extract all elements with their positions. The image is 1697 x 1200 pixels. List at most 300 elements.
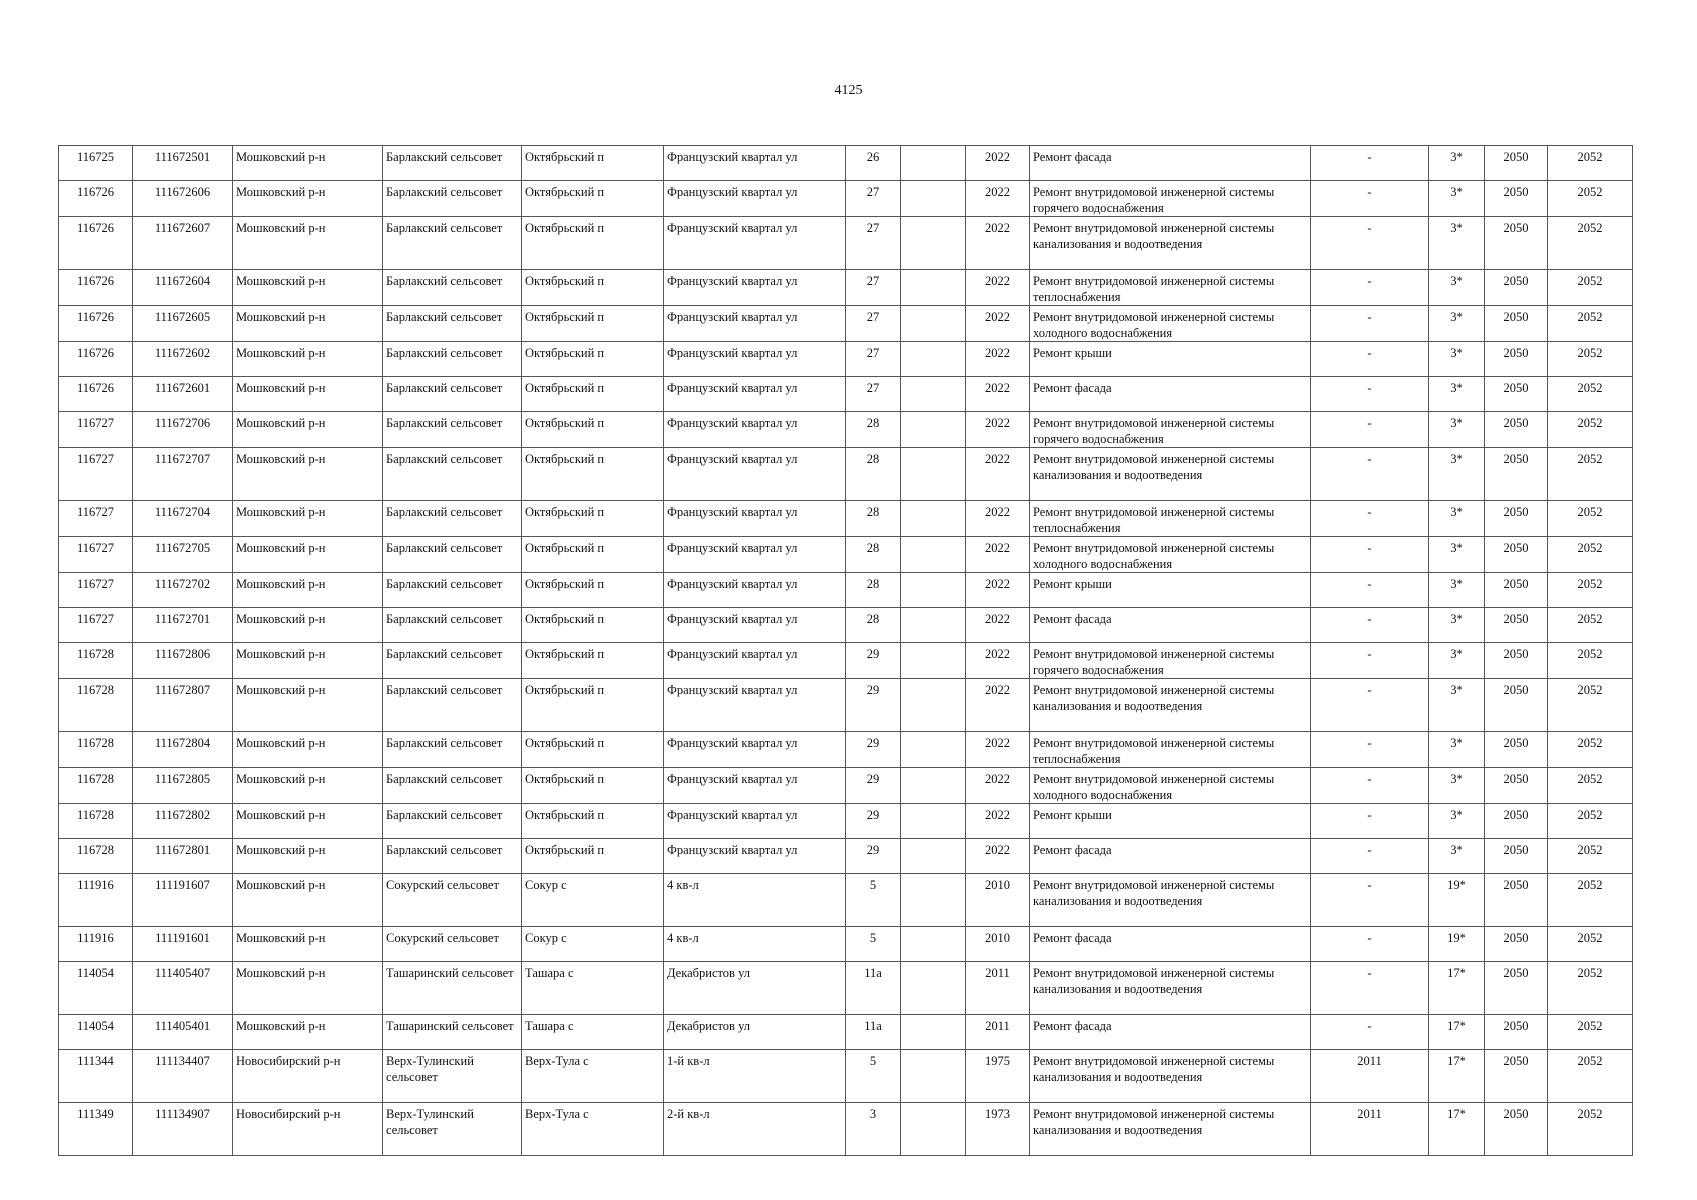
locality-cell: Ташара с bbox=[522, 1015, 664, 1050]
street-cell: Французский квартал ул bbox=[664, 768, 846, 804]
prior-year-cell: 2011 bbox=[1311, 1050, 1429, 1103]
street-cell: Французский квартал ул bbox=[664, 377, 846, 412]
street-cell: Французский квартал ул bbox=[664, 608, 846, 643]
house-number-cell: 27 bbox=[846, 306, 901, 342]
plan-end-cell: 2052 bbox=[1548, 181, 1633, 217]
work-type-cell: Ремонт внутридомовой инженерной системы холодного водоснабжения bbox=[1030, 306, 1311, 342]
house-number-cell: 27 bbox=[846, 270, 901, 306]
locality-cell: Верх-Тула с bbox=[522, 1103, 664, 1156]
work-type-cell: Ремонт внутридомовой инженерной системы холодного водоснабжения bbox=[1030, 537, 1311, 573]
settlement-council-cell: Барлакский сельсовет bbox=[383, 342, 522, 377]
object-code-cell: 111672501 bbox=[133, 146, 233, 181]
registry-table bbox=[58, 145, 1633, 1156]
table-row bbox=[59, 962, 1633, 1015]
prior-year-cell: - bbox=[1311, 608, 1429, 643]
district-cell: Мошковский р-н bbox=[233, 768, 383, 804]
district-cell: Мошковский р-н bbox=[233, 342, 383, 377]
priority-cell: 3* bbox=[1429, 448, 1485, 501]
district-cell: Новосибирский р-н bbox=[233, 1050, 383, 1103]
work-type-cell: Ремонт внутридомовой инженерной системы канализования и водоотведения bbox=[1030, 874, 1311, 927]
street-cell: 4 кв-л bbox=[664, 874, 846, 927]
work-type-cell: Ремонт фасада bbox=[1030, 1015, 1311, 1050]
prior-year-cell: - bbox=[1311, 573, 1429, 608]
settlement-council-cell: Ташаринский сельсовет bbox=[383, 1015, 522, 1050]
table-row bbox=[59, 927, 1633, 962]
year-cell: 2022 bbox=[966, 342, 1030, 377]
extra-cell bbox=[901, 839, 966, 874]
street-cell: Французский квартал ул bbox=[664, 537, 846, 573]
extra-cell bbox=[901, 927, 966, 962]
record-id-cell: 114054 bbox=[59, 962, 133, 1015]
plan-end-cell: 2052 bbox=[1548, 804, 1633, 839]
prior-year-cell: - bbox=[1311, 217, 1429, 270]
work-type-cell: Ремонт фасада bbox=[1030, 377, 1311, 412]
settlement-council-cell: Верх-Тулинский сельсовет bbox=[383, 1103, 522, 1156]
plan-start-cell: 2050 bbox=[1485, 181, 1548, 217]
locality-cell: Октябрьский п bbox=[522, 270, 664, 306]
object-code-cell: 111672806 bbox=[133, 643, 233, 679]
plan-end-cell: 2052 bbox=[1548, 1015, 1633, 1050]
priority-cell: 17* bbox=[1429, 962, 1485, 1015]
prior-year-cell: - bbox=[1311, 306, 1429, 342]
table-row bbox=[59, 448, 1633, 501]
prior-year-cell: - bbox=[1311, 448, 1429, 501]
extra-cell bbox=[901, 181, 966, 217]
street-cell: Французский квартал ул bbox=[664, 573, 846, 608]
page-number: 4125 bbox=[834, 83, 863, 98]
locality-cell: Ташара с bbox=[522, 962, 664, 1015]
settlement-council-cell: Барлакский сельсовет bbox=[383, 412, 522, 448]
district-cell: Мошковский р-н bbox=[233, 608, 383, 643]
table-row bbox=[59, 217, 1633, 270]
extra-cell bbox=[901, 377, 966, 412]
table-row bbox=[59, 537, 1633, 573]
district-cell: Мошковский р-н bbox=[233, 217, 383, 270]
settlement-council-cell: Барлакский сельсовет bbox=[383, 306, 522, 342]
record-id-cell: 111916 bbox=[59, 927, 133, 962]
record-id-cell: 116726 bbox=[59, 181, 133, 217]
settlement-council-cell: Барлакский сельсовет bbox=[383, 804, 522, 839]
prior-year-cell: - bbox=[1311, 804, 1429, 839]
extra-cell bbox=[901, 874, 966, 927]
table-row bbox=[59, 608, 1633, 643]
settlement-council-cell: Барлакский сельсовет bbox=[383, 501, 522, 537]
locality-cell: Октябрьский п bbox=[522, 768, 664, 804]
record-id-cell: 116727 bbox=[59, 573, 133, 608]
extra-cell bbox=[901, 804, 966, 839]
year-cell: 2022 bbox=[966, 146, 1030, 181]
street-cell: Французский квартал ул bbox=[664, 181, 846, 217]
record-id-cell: 111349 bbox=[59, 1103, 133, 1156]
locality-cell: Октябрьский п bbox=[522, 146, 664, 181]
extra-cell bbox=[901, 306, 966, 342]
year-cell: 2022 bbox=[966, 537, 1030, 573]
plan-end-cell: 2052 bbox=[1548, 501, 1633, 537]
house-number-cell: 27 bbox=[846, 217, 901, 270]
year-cell: 2022 bbox=[966, 412, 1030, 448]
plan-start-cell: 2050 bbox=[1485, 270, 1548, 306]
settlement-council-cell: Барлакский сельсовет bbox=[383, 768, 522, 804]
priority-cell: 3* bbox=[1429, 342, 1485, 377]
extra-cell bbox=[901, 537, 966, 573]
priority-cell: 3* bbox=[1429, 412, 1485, 448]
plan-end-cell: 2052 bbox=[1548, 412, 1633, 448]
work-type-cell: Ремонт внутридомовой инженерной системы канализования и водоотведения bbox=[1030, 1103, 1311, 1156]
prior-year-cell: - bbox=[1311, 768, 1429, 804]
settlement-council-cell: Барлакский сельсовет bbox=[383, 732, 522, 768]
extra-cell bbox=[901, 768, 966, 804]
record-id-cell: 116727 bbox=[59, 537, 133, 573]
street-cell: Французский квартал ул bbox=[664, 448, 846, 501]
record-id-cell: 116726 bbox=[59, 217, 133, 270]
record-id-cell: 116728 bbox=[59, 768, 133, 804]
extra-cell bbox=[901, 643, 966, 679]
year-cell: 2022 bbox=[966, 732, 1030, 768]
record-id-cell: 116726 bbox=[59, 270, 133, 306]
table-row bbox=[59, 874, 1633, 927]
locality-cell: Октябрьский п bbox=[522, 573, 664, 608]
locality-cell: Октябрьский п bbox=[522, 501, 664, 537]
house-number-cell: 29 bbox=[846, 679, 901, 732]
locality-cell: Верх-Тула с bbox=[522, 1050, 664, 1103]
table-row bbox=[59, 377, 1633, 412]
priority-cell: 3* bbox=[1429, 768, 1485, 804]
extra-cell bbox=[901, 412, 966, 448]
plan-start-cell: 2050 bbox=[1485, 927, 1548, 962]
year-cell: 2011 bbox=[966, 962, 1030, 1015]
district-cell: Мошковский р-н bbox=[233, 448, 383, 501]
priority-cell: 19* bbox=[1429, 874, 1485, 927]
object-code-cell: 111672704 bbox=[133, 501, 233, 537]
district-cell: Мошковский р-н bbox=[233, 962, 383, 1015]
plan-start-cell: 2050 bbox=[1485, 732, 1548, 768]
record-id-cell: 116727 bbox=[59, 448, 133, 501]
year-cell: 2010 bbox=[966, 927, 1030, 962]
house-number-cell: 28 bbox=[846, 537, 901, 573]
extra-cell bbox=[901, 146, 966, 181]
object-code-cell: 111672702 bbox=[133, 573, 233, 608]
priority-cell: 3* bbox=[1429, 377, 1485, 412]
priority-cell: 17* bbox=[1429, 1015, 1485, 1050]
object-code-cell: 111672701 bbox=[133, 608, 233, 643]
extra-cell bbox=[901, 1015, 966, 1050]
street-cell: Французский квартал ул bbox=[664, 270, 846, 306]
street-cell: Декабристов ул bbox=[664, 962, 846, 1015]
house-number-cell: 27 bbox=[846, 377, 901, 412]
plan-start-cell: 2050 bbox=[1485, 839, 1548, 874]
work-type-cell: Ремонт внутридомовой инженерной системы теплоснабжения bbox=[1030, 270, 1311, 306]
street-cell: Французский квартал ул bbox=[664, 643, 846, 679]
district-cell: Мошковский р-н bbox=[233, 679, 383, 732]
settlement-council-cell: Барлакский сельсовет bbox=[383, 839, 522, 874]
settlement-council-cell: Барлакский сельсовет bbox=[383, 146, 522, 181]
district-cell: Мошковский р-н bbox=[233, 732, 383, 768]
record-id-cell: 116727 bbox=[59, 608, 133, 643]
locality-cell: Сокур с bbox=[522, 927, 664, 962]
settlement-council-cell: Барлакский сельсовет bbox=[383, 377, 522, 412]
locality-cell: Октябрьский п bbox=[522, 732, 664, 768]
record-id-cell: 116728 bbox=[59, 643, 133, 679]
object-code-cell: 111191601 bbox=[133, 927, 233, 962]
district-cell: Мошковский р-н bbox=[233, 573, 383, 608]
street-cell: Французский квартал ул bbox=[664, 342, 846, 377]
plan-end-cell: 2052 bbox=[1548, 377, 1633, 412]
object-code-cell: 111672804 bbox=[133, 732, 233, 768]
locality-cell: Октябрьский п bbox=[522, 537, 664, 573]
street-cell: 1-й кв-л bbox=[664, 1050, 846, 1103]
priority-cell: 3* bbox=[1429, 732, 1485, 768]
plan-start-cell: 2050 bbox=[1485, 448, 1548, 501]
extra-cell bbox=[901, 448, 966, 501]
settlement-council-cell: Барлакский сельсовет bbox=[383, 679, 522, 732]
house-number-cell: 3 bbox=[846, 1103, 901, 1156]
street-cell: Французский квартал ул bbox=[664, 732, 846, 768]
house-number-cell: 29 bbox=[846, 768, 901, 804]
object-code-cell: 111672601 bbox=[133, 377, 233, 412]
object-code-cell: 111672604 bbox=[133, 270, 233, 306]
plan-end-cell: 2052 bbox=[1548, 874, 1633, 927]
prior-year-cell: - bbox=[1311, 839, 1429, 874]
extra-cell bbox=[901, 573, 966, 608]
plan-start-cell: 2050 bbox=[1485, 608, 1548, 643]
table-row bbox=[59, 679, 1633, 732]
year-cell: 1973 bbox=[966, 1103, 1030, 1156]
district-cell: Новосибирский р-н bbox=[233, 1103, 383, 1156]
plan-end-cell: 2052 bbox=[1548, 146, 1633, 181]
house-number-cell: 27 bbox=[846, 181, 901, 217]
plan-start-cell: 2050 bbox=[1485, 537, 1548, 573]
plan-start-cell: 2050 bbox=[1485, 306, 1548, 342]
record-id-cell: 116728 bbox=[59, 679, 133, 732]
prior-year-cell: - bbox=[1311, 679, 1429, 732]
year-cell: 2022 bbox=[966, 306, 1030, 342]
extra-cell bbox=[901, 270, 966, 306]
plan-end-cell: 2052 bbox=[1548, 839, 1633, 874]
prior-year-cell: - bbox=[1311, 1015, 1429, 1050]
extra-cell bbox=[901, 1050, 966, 1103]
work-type-cell: Ремонт внутридомовой инженерной системы горячего водоснабжения bbox=[1030, 643, 1311, 679]
settlement-council-cell: Барлакский сельсовет bbox=[383, 537, 522, 573]
plan-start-cell: 2050 bbox=[1485, 768, 1548, 804]
table-row bbox=[59, 501, 1633, 537]
plan-start-cell: 2050 bbox=[1485, 679, 1548, 732]
priority-cell: 3* bbox=[1429, 839, 1485, 874]
table-body bbox=[59, 146, 1633, 1156]
object-code-cell: 111672801 bbox=[133, 839, 233, 874]
object-code-cell: 111672605 bbox=[133, 306, 233, 342]
settlement-council-cell: Барлакский сельсовет bbox=[383, 608, 522, 643]
plan-end-cell: 2052 bbox=[1548, 643, 1633, 679]
object-code-cell: 111672807 bbox=[133, 679, 233, 732]
house-number-cell: 28 bbox=[846, 412, 901, 448]
plan-start-cell: 2050 bbox=[1485, 217, 1548, 270]
object-code-cell: 111405401 bbox=[133, 1015, 233, 1050]
record-id-cell: 116727 bbox=[59, 501, 133, 537]
plan-start-cell: 2050 bbox=[1485, 1103, 1548, 1156]
settlement-council-cell: Барлакский сельсовет bbox=[383, 270, 522, 306]
street-cell: Французский квартал ул bbox=[664, 679, 846, 732]
work-type-cell: Ремонт внутридомовой инженерной системы канализования и водоотведения bbox=[1030, 448, 1311, 501]
house-number-cell: 27 bbox=[846, 342, 901, 377]
object-code-cell: 111672802 bbox=[133, 804, 233, 839]
street-cell: 4 кв-л bbox=[664, 927, 846, 962]
locality-cell: Октябрьский п bbox=[522, 839, 664, 874]
plan-end-cell: 2052 bbox=[1548, 927, 1633, 962]
priority-cell: 3* bbox=[1429, 217, 1485, 270]
year-cell: 2010 bbox=[966, 874, 1030, 927]
house-number-cell: 11а bbox=[846, 962, 901, 1015]
settlement-council-cell: Ташаринский сельсовет bbox=[383, 962, 522, 1015]
settlement-council-cell: Барлакский сельсовет bbox=[383, 573, 522, 608]
district-cell: Мошковский р-н bbox=[233, 146, 383, 181]
year-cell: 2022 bbox=[966, 181, 1030, 217]
priority-cell: 3* bbox=[1429, 573, 1485, 608]
street-cell: Французский квартал ул bbox=[664, 306, 846, 342]
settlement-council-cell: Сокурский сельсовет bbox=[383, 874, 522, 927]
house-number-cell: 29 bbox=[846, 643, 901, 679]
work-type-cell: Ремонт фасада bbox=[1030, 839, 1311, 874]
record-id-cell: 114054 bbox=[59, 1015, 133, 1050]
district-cell: Мошковский р-н bbox=[233, 270, 383, 306]
plan-start-cell: 2050 bbox=[1485, 146, 1548, 181]
priority-cell: 19* bbox=[1429, 927, 1485, 962]
locality-cell: Октябрьский п bbox=[522, 306, 664, 342]
work-type-cell: Ремонт внутридомовой инженерной системы канализования и водоотведения bbox=[1030, 962, 1311, 1015]
record-id-cell: 116726 bbox=[59, 377, 133, 412]
year-cell: 2022 bbox=[966, 501, 1030, 537]
work-type-cell: Ремонт внутридомовой инженерной системы горячего водоснабжения bbox=[1030, 412, 1311, 448]
year-cell: 2022 bbox=[966, 608, 1030, 643]
work-type-cell: Ремонт внутридомовой инженерной системы горячего водоснабжения bbox=[1030, 181, 1311, 217]
plan-start-cell: 2050 bbox=[1485, 342, 1548, 377]
district-cell: Мошковский р-н bbox=[233, 181, 383, 217]
object-code-cell: 111672706 bbox=[133, 412, 233, 448]
priority-cell: 3* bbox=[1429, 146, 1485, 181]
house-number-cell: 5 bbox=[846, 874, 901, 927]
priority-cell: 3* bbox=[1429, 181, 1485, 217]
table-row bbox=[59, 270, 1633, 306]
plan-start-cell: 2050 bbox=[1485, 874, 1548, 927]
work-type-cell: Ремонт внутридомовой инженерной системы теплоснабжения bbox=[1030, 732, 1311, 768]
record-id-cell: 111344 bbox=[59, 1050, 133, 1103]
year-cell: 2022 bbox=[966, 804, 1030, 839]
prior-year-cell: - bbox=[1311, 537, 1429, 573]
work-type-cell: Ремонт крыши bbox=[1030, 342, 1311, 377]
prior-year-cell: - bbox=[1311, 412, 1429, 448]
year-cell: 2022 bbox=[966, 448, 1030, 501]
priority-cell: 17* bbox=[1429, 1050, 1485, 1103]
district-cell: Мошковский р-н bbox=[233, 377, 383, 412]
year-cell: 2022 bbox=[966, 643, 1030, 679]
work-type-cell: Ремонт крыши bbox=[1030, 804, 1311, 839]
object-code-cell: 111672607 bbox=[133, 217, 233, 270]
plan-end-cell: 2052 bbox=[1548, 217, 1633, 270]
locality-cell: Октябрьский п bbox=[522, 608, 664, 643]
table-row bbox=[59, 643, 1633, 679]
locality-cell: Октябрьский п bbox=[522, 181, 664, 217]
prior-year-cell: - bbox=[1311, 146, 1429, 181]
priority-cell: 3* bbox=[1429, 501, 1485, 537]
extra-cell bbox=[901, 962, 966, 1015]
year-cell: 2022 bbox=[966, 217, 1030, 270]
table-row bbox=[59, 1050, 1633, 1103]
plan-end-cell: 2052 bbox=[1548, 448, 1633, 501]
plan-end-cell: 2052 bbox=[1548, 608, 1633, 643]
district-cell: Мошковский р-н bbox=[233, 874, 383, 927]
table-row bbox=[59, 804, 1633, 839]
record-id-cell: 116727 bbox=[59, 412, 133, 448]
table-row bbox=[59, 412, 1633, 448]
street-cell: Французский квартал ул bbox=[664, 804, 846, 839]
district-cell: Мошковский р-н bbox=[233, 501, 383, 537]
object-code-cell: 111134907 bbox=[133, 1103, 233, 1156]
plan-start-cell: 2050 bbox=[1485, 1050, 1548, 1103]
plan-start-cell: 2050 bbox=[1485, 804, 1548, 839]
year-cell: 2022 bbox=[966, 768, 1030, 804]
plan-start-cell: 2050 bbox=[1485, 412, 1548, 448]
house-number-cell: 29 bbox=[846, 732, 901, 768]
prior-year-cell: - bbox=[1311, 181, 1429, 217]
table-row bbox=[59, 146, 1633, 181]
locality-cell: Сокур с bbox=[522, 874, 664, 927]
settlement-council-cell: Барлакский сельсовет bbox=[383, 448, 522, 501]
year-cell: 2022 bbox=[966, 573, 1030, 608]
work-type-cell: Ремонт внутридомовой инженерной системы канализования и водоотведения bbox=[1030, 217, 1311, 270]
priority-cell: 3* bbox=[1429, 679, 1485, 732]
year-cell: 2011 bbox=[966, 1015, 1030, 1050]
plan-end-cell: 2052 bbox=[1548, 732, 1633, 768]
street-cell: Декабристов ул bbox=[664, 1015, 846, 1050]
settlement-council-cell: Сокурский сельсовет bbox=[383, 927, 522, 962]
locality-cell: Октябрьский п bbox=[522, 804, 664, 839]
plan-start-cell: 2050 bbox=[1485, 962, 1548, 1015]
object-code-cell: 111672805 bbox=[133, 768, 233, 804]
plan-start-cell: 2050 bbox=[1485, 643, 1548, 679]
locality-cell: Октябрьский п bbox=[522, 643, 664, 679]
prior-year-cell: - bbox=[1311, 342, 1429, 377]
district-cell: Мошковский р-н bbox=[233, 306, 383, 342]
priority-cell: 3* bbox=[1429, 270, 1485, 306]
year-cell: 1975 bbox=[966, 1050, 1030, 1103]
district-cell: Мошковский р-н bbox=[233, 804, 383, 839]
settlement-council-cell: Барлакский сельсовет bbox=[383, 643, 522, 679]
plan-end-cell: 2052 bbox=[1548, 1050, 1633, 1103]
plan-end-cell: 2052 bbox=[1548, 768, 1633, 804]
record-id-cell: 116725 bbox=[59, 146, 133, 181]
plan-start-cell: 2050 bbox=[1485, 377, 1548, 412]
table-row bbox=[59, 768, 1633, 804]
work-type-cell: Ремонт внутридомовой инженерной системы канализования и водоотведения bbox=[1030, 1050, 1311, 1103]
settlement-council-cell: Барлакский сельсовет bbox=[383, 181, 522, 217]
priority-cell: 3* bbox=[1429, 608, 1485, 643]
prior-year-cell: - bbox=[1311, 927, 1429, 962]
locality-cell: Октябрьский п bbox=[522, 217, 664, 270]
work-type-cell: Ремонт фасада bbox=[1030, 146, 1311, 181]
house-number-cell: 29 bbox=[846, 804, 901, 839]
priority-cell: 3* bbox=[1429, 804, 1485, 839]
street-cell: Французский квартал ул bbox=[664, 217, 846, 270]
work-type-cell: Ремонт внутридомовой инженерной системы холодного водоснабжения bbox=[1030, 768, 1311, 804]
street-cell: 2-й кв-л bbox=[664, 1103, 846, 1156]
prior-year-cell: - bbox=[1311, 732, 1429, 768]
street-cell: Французский квартал ул bbox=[664, 839, 846, 874]
house-number-cell: 29 bbox=[846, 839, 901, 874]
year-cell: 2022 bbox=[966, 377, 1030, 412]
extra-cell bbox=[901, 732, 966, 768]
plan-end-cell: 2052 bbox=[1548, 1103, 1633, 1156]
table-row bbox=[59, 1015, 1633, 1050]
table-row bbox=[59, 732, 1633, 768]
